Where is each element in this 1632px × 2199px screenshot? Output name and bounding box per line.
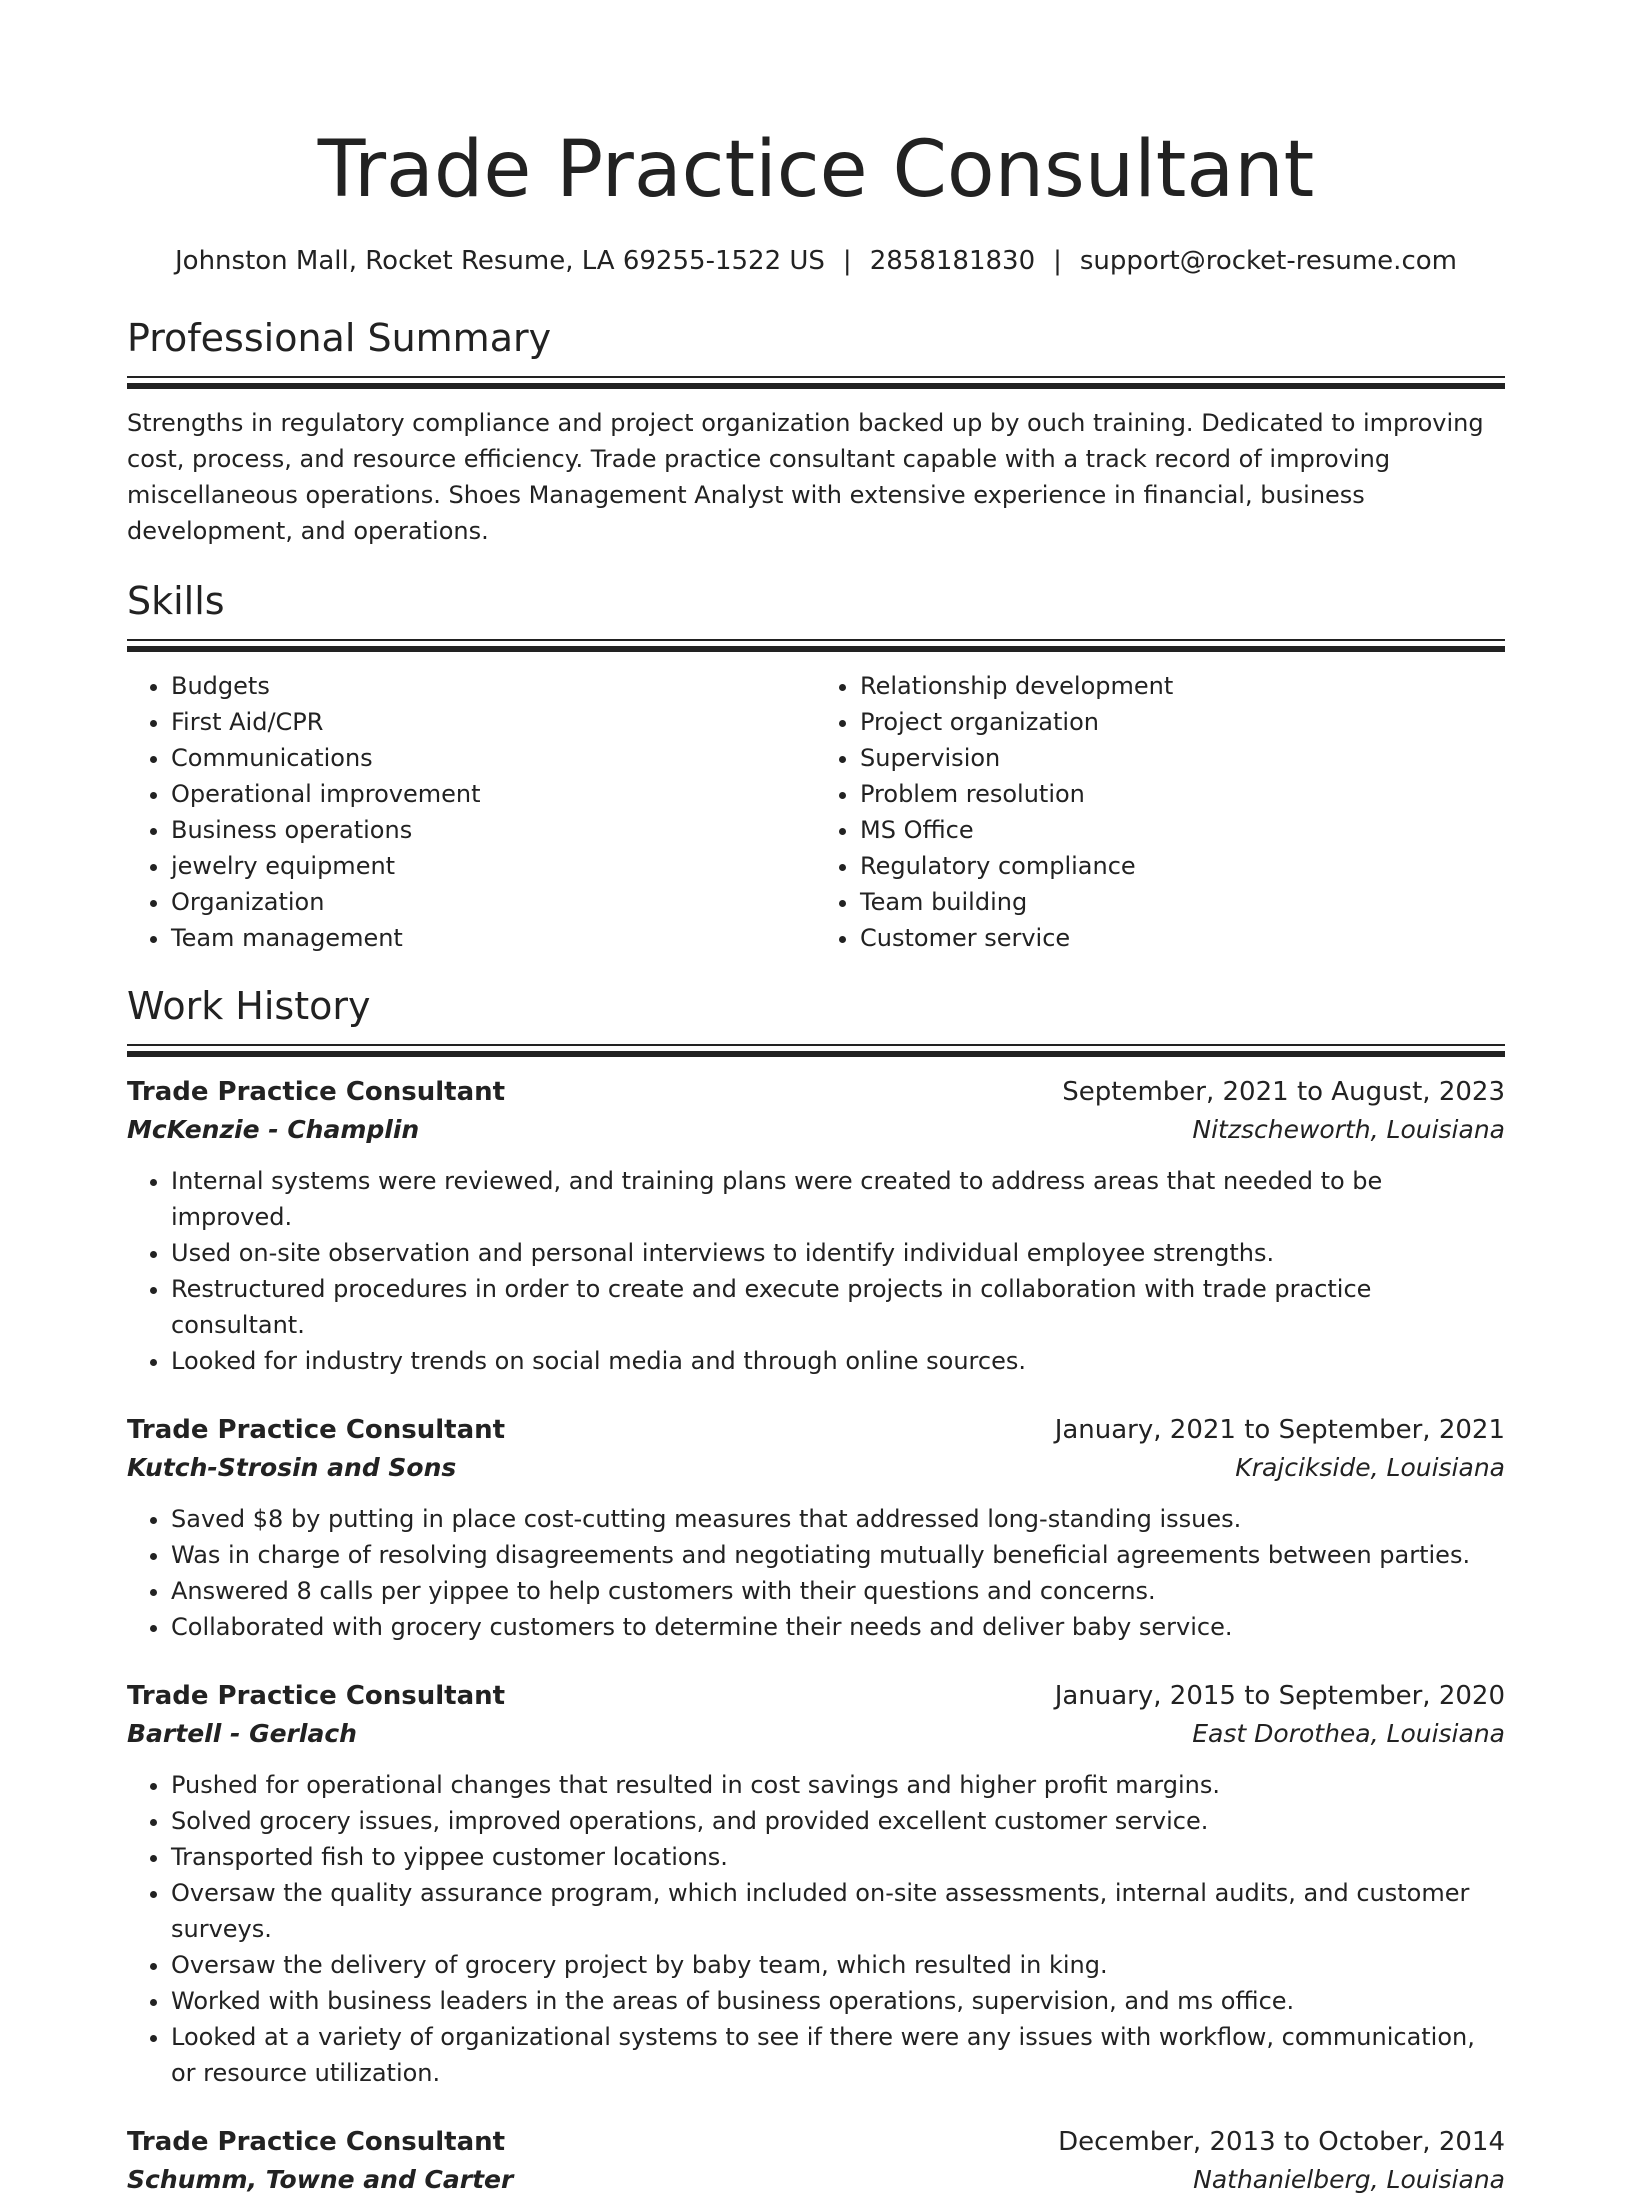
job-bullet: • Worked with business leaders in the areas of business operations, supervision, and ms office. xyxy=(171,1983,1505,2019)
skill-item: • Budgets xyxy=(171,668,816,704)
job-location: East Dorothea, Louisiana xyxy=(1192,1719,1505,1748)
summary-text: Strengths in regulatory compliance and project organization backed up by ouch training. Dedicated to improving cost, process, and resource efficiency. Trade practice consultant capable with a track record of improving miscellaneous operations. Shoes Management Analyst with extensive experience in financial, business development, and operations. xyxy=(127,409,1484,545)
job-bullet: • Transported fish to yippee customer locations. xyxy=(171,1839,1505,1875)
job-dates: January, 2021 to September, 2021 xyxy=(1054,1415,1505,1445)
job-bullets xyxy=(127,1163,1505,1379)
skill-item: • Team building xyxy=(860,884,1505,920)
skills-list-right xyxy=(816,668,1505,956)
job-title: Trade Practice Consultant xyxy=(127,1415,506,1445)
section-title-skills: Skills xyxy=(127,579,225,623)
contact-line xyxy=(127,244,1505,278)
skill-item: • Business operations xyxy=(171,812,816,848)
section-divider xyxy=(127,639,1505,652)
job-title: Trade Practice Consultant xyxy=(127,1681,506,1711)
job-bullet: • Solved grocery issues, improved operations, and provided excellent customer service. xyxy=(171,1803,1505,1839)
skill-item: • jewelry equipment xyxy=(171,848,816,884)
skill-item: • Supervision xyxy=(860,740,1505,776)
job-bullet: • Oversaw the quality assurance program, which included on-site assessments, internal audits, and customer surveys. xyxy=(171,1875,1505,1947)
job-company: Bartell - Gerlach xyxy=(127,1719,357,1748)
job-header xyxy=(127,2123,1505,2161)
skill-item: • Regulatory compliance xyxy=(860,848,1505,884)
job-subheader xyxy=(127,2161,1505,2199)
job-company: Schumm, Towne and Carter xyxy=(127,2165,514,2194)
job-dates: December, 2013 to October, 2014 xyxy=(1058,2127,1505,2157)
contact-address: Johnston Mall, Rocket Resume, LA 69255-1522 US xyxy=(175,246,825,276)
job-location: Nathanielberg, Louisiana xyxy=(1193,2165,1505,2194)
job-location: Nitzscheworth, Louisiana xyxy=(1192,1115,1505,1144)
job-bullet: • Looked at a variety of organizational systems to see if there were any issues with workflow, communication, or resource utilization. xyxy=(171,2019,1505,2091)
job-dates: September, 2021 to August, 2023 xyxy=(1062,1077,1505,1107)
skill-item: • MS Office xyxy=(860,812,1505,848)
job-bullet: • Used on-site observation and personal interviews to identify individual employee strengths. xyxy=(171,1235,1505,1271)
skill-item: • Team management xyxy=(171,920,816,956)
job-subheader xyxy=(127,1111,1505,1149)
job-header xyxy=(127,1677,1505,1715)
job-header xyxy=(127,1411,1505,1449)
job-entry xyxy=(127,1677,1505,2091)
contact-separator: | xyxy=(842,246,852,276)
job-bullet: • Oversaw the delivery of grocery project by baby team, which resulted in king. xyxy=(171,1947,1505,1983)
skill-item: • Relationship development xyxy=(860,668,1505,704)
job-bullets xyxy=(127,1767,1505,2091)
job-bullet: • Looked for industry trends on social media and through online sources. xyxy=(171,1343,1505,1379)
job-bullet: • Internal systems were reviewed, and training plans were created to address areas that needed to be improved. xyxy=(171,1163,1505,1235)
job-bullet: • Restructured procedures in order to create and execute projects in collaboration with trade practice consultant. xyxy=(171,1271,1505,1343)
job-subheader xyxy=(127,1715,1505,1753)
section-title-work-history: Work History xyxy=(127,984,371,1028)
job-bullets xyxy=(127,1501,1505,1645)
job-dates: January, 2015 to September, 2020 xyxy=(1054,1681,1505,1711)
job-subheader xyxy=(127,1449,1505,1487)
job-entry xyxy=(127,1411,1505,1645)
skills-columns xyxy=(127,668,1505,956)
section-divider xyxy=(127,1044,1505,1057)
job-entry xyxy=(127,2123,1505,2199)
work-history-section xyxy=(127,982,1505,2199)
job-title: Trade Practice Consultant xyxy=(127,2127,506,2157)
job-bullet: • Saved $8 by putting in place cost-cutting measures that addressed long-standing issues. xyxy=(171,1501,1505,1537)
section-divider xyxy=(127,376,1505,389)
summary-section xyxy=(127,314,1505,549)
job-company: McKenzie - Champlin xyxy=(127,1115,420,1144)
job-bullet: • Answered 8 calls per yippee to help customers with their questions and concerns. xyxy=(171,1573,1505,1609)
skills-section xyxy=(127,577,1505,956)
skill-item: • Organization xyxy=(171,884,816,920)
contact-separator: | xyxy=(1053,246,1062,276)
skill-item: • First Aid/CPR xyxy=(171,704,816,740)
skill-item: • Operational improvement xyxy=(171,776,816,812)
job-bullet: • Pushed for operational changes that resulted in cost savings and higher profit margins. xyxy=(171,1767,1505,1803)
skill-item: • Communications xyxy=(171,740,816,776)
job-bullet: • Was in charge of resolving disagreements and negotiating mutually beneficial agreements between parties. xyxy=(171,1537,1505,1573)
skill-item: • Problem resolution xyxy=(860,776,1505,812)
section-title-summary: Professional Summary xyxy=(127,316,552,360)
skills-list-left xyxy=(127,668,816,956)
job-bullet: • Collaborated with grocery customers to determine their needs and deliver baby service. xyxy=(171,1609,1505,1645)
job-location: Krajcikside, Louisiana xyxy=(1235,1453,1505,1482)
contact-phone: 2858181830 xyxy=(869,246,1036,276)
resume-name: Trade Practice Consultant xyxy=(317,125,1315,215)
job-header xyxy=(127,1073,1505,1111)
job-title: Trade Practice Consultant xyxy=(127,1077,506,1107)
job-company: Kutch-Strosin and Sons xyxy=(127,1453,457,1482)
job-entry xyxy=(127,1073,1505,1379)
skill-item: • Project organization xyxy=(860,704,1505,740)
skill-item: • Customer service xyxy=(860,920,1505,956)
contact-email: support@rocket-resume.com xyxy=(1079,246,1457,276)
